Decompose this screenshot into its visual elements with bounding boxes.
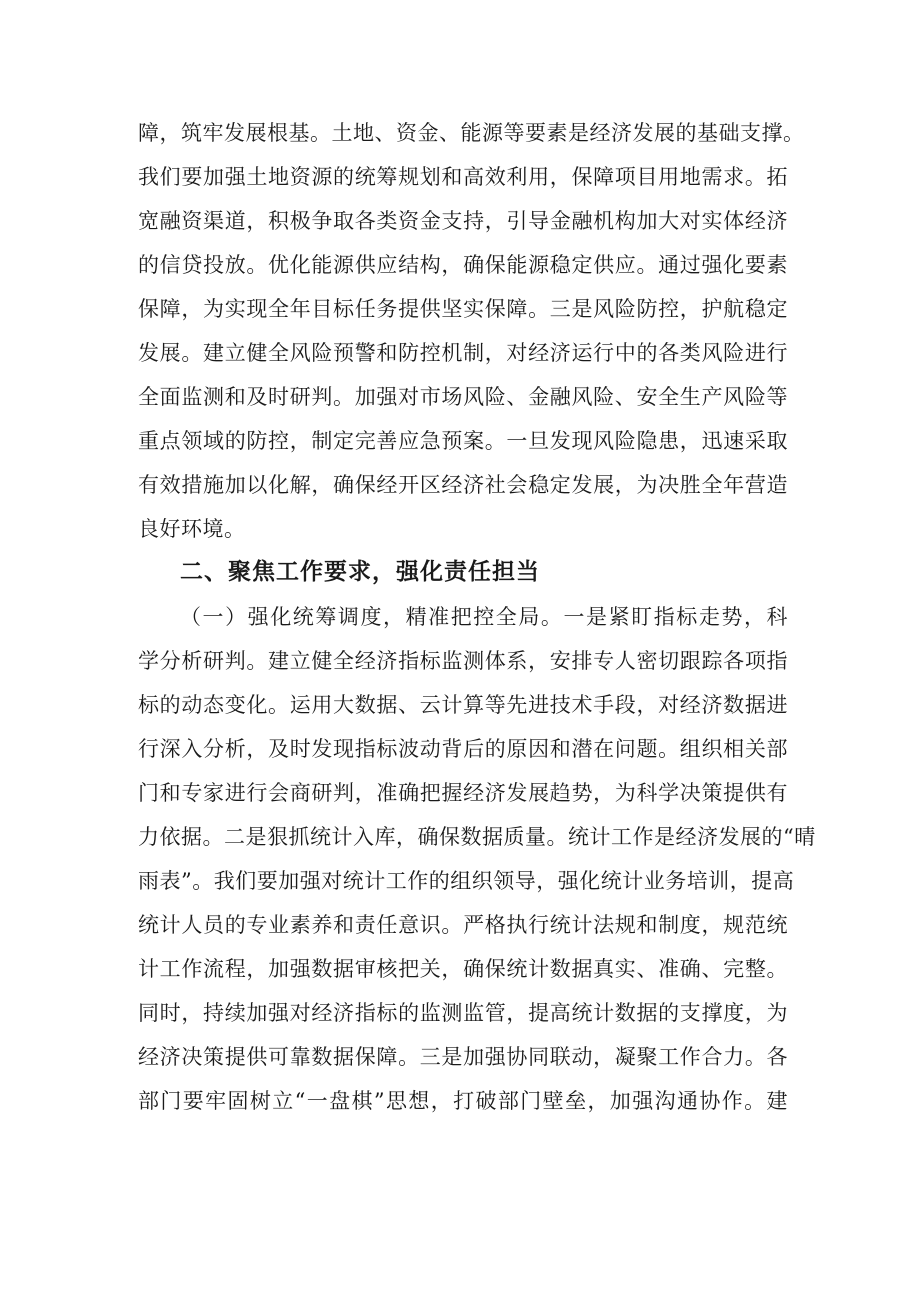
paragraph-line: 的信贷投放。优化能源供应结构，确保能源稳定供应。通过强化要素 — [138, 253, 788, 277]
section-heading: 二、聚焦工作要求，强化责任担当 — [180, 559, 540, 585]
paragraph-line: 经济决策提供可靠数据保障。三是加强协同联动，凝聚工作合力。各 — [138, 1045, 788, 1069]
paragraph-line: （一）强化统筹调度，精准把控全局。一是紧盯指标走势，科 — [180, 605, 788, 629]
paragraph-line: 有效措施加以化解，确保经开区经济社会稳定发展，为决胜全年营造 — [138, 473, 788, 497]
paragraph-line: 宽融资渠道，积极争取各类资金支持，引导金融机构加大对实体经济 — [138, 209, 788, 233]
paragraph-line: 计工作流程，加强数据审核把关，确保统计数据真实、准确、完整。 — [138, 957, 788, 981]
paragraph-line: 发展。建立健全风险预警和防控机制，对经济运行中的各类风险进行 — [138, 341, 788, 365]
paragraph-line: 全面监测和及时研判。加强对市场风险、金融风险、安全生产风险等 — [138, 385, 788, 409]
paragraph-line: 重点领域的防控，制定完善应急预案。一旦发现风险隐患，迅速采取 — [138, 429, 788, 453]
paragraph-line: 部门要牢固树立“一盘棋”思想，打破部门壁垒，加强沟通协作。建 — [138, 1089, 788, 1113]
paragraph-line: 力依据。二是狠抓统计入库，确保数据质量。统计工作是经济发展的“晴 — [138, 825, 816, 849]
paragraph-line: 标的动态变化。运用大数据、云计算等先进技术手段，对经济数据进 — [138, 693, 788, 717]
paragraph-line: 雨表”。我们要加强对统计工作的组织领导，强化统计业务培训，提高 — [138, 869, 795, 893]
paragraph-line: 我们要加强土地资源的统筹规划和高效利用，保障项目用地需求。拓 — [138, 165, 788, 189]
paragraph-line: 保障，为实现全年目标任务提供坚实保障。三是风险防控，护航稳定 — [138, 297, 788, 321]
paragraph-line: 统计人员的专业素养和责任意识。严格执行统计法规和制度，规范统 — [138, 913, 788, 937]
paragraph-line: 行深入分析，及时发现指标波动背后的原因和潜在问题。组织相关部 — [138, 737, 788, 761]
paragraph-line: 同时，持续加强对经济指标的监测监管，提高统计数据的支撑度，为 — [138, 1001, 788, 1025]
paragraph-line: 良好环境。 — [138, 517, 246, 541]
paragraph-line: 障，筑牢发展根基。土地、资金、能源等要素是经济发展的基础支撑。 — [138, 121, 805, 145]
paragraph-line: 学分析研判。建立健全经济指标监测体系，安排专人密切跟踪各项指 — [138, 649, 788, 673]
paragraph-line: 门和专家进行会商研判，准确把握经济发展趋势，为科学决策提供有 — [138, 781, 788, 805]
